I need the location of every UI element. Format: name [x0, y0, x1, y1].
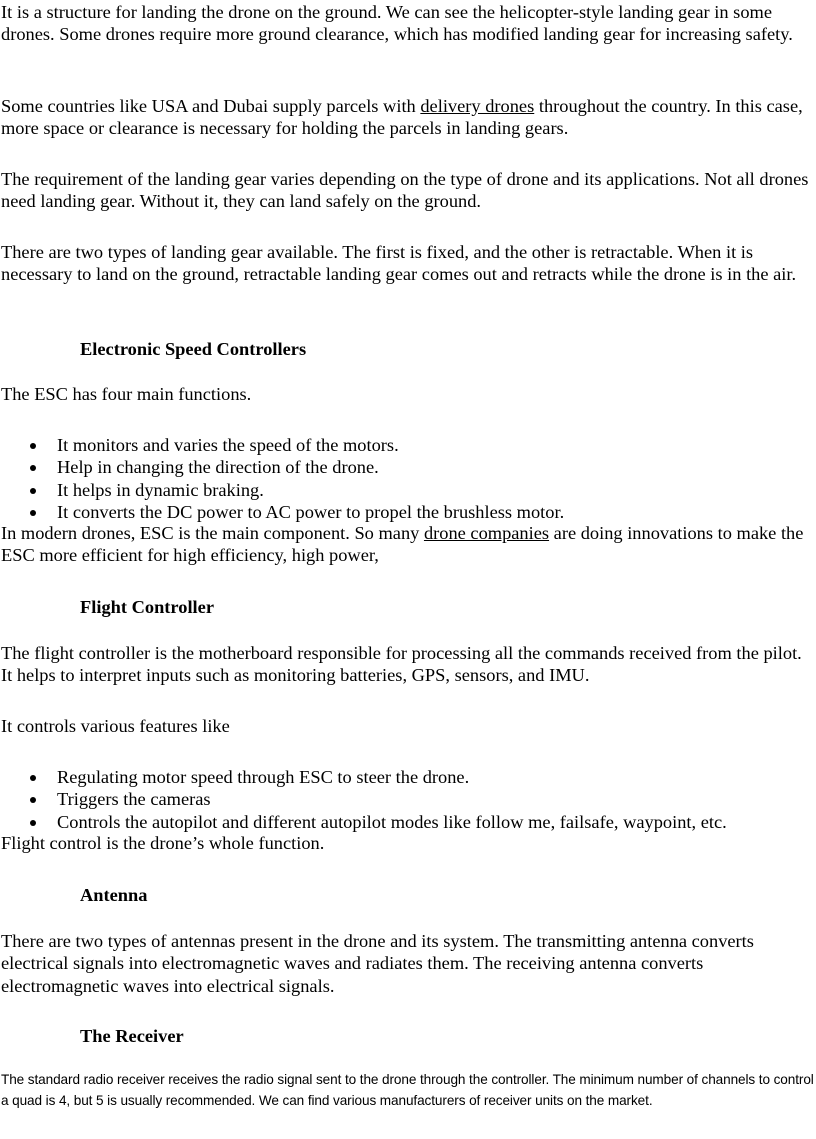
flight-controller-paragraph: The flight controller is the motherboard responsible for processing all the commands received from the pilot. It helps to interpret inputs such as monitoring batteries, GPS, sensors, and IMU. [1, 643, 802, 686]
landing-gear-paragraph-1: It is a structure for landing the drone on the ground. We can see the helicopter-style landing gear in some drones. Some drones require more ground clearance, which has modified landing gear for increasing safety. [1, 2, 793, 45]
receiver-paragraph: The standard radio receiver receives the radio signal sent to the drone through the controller. The minimum number of channels to control a quad is 4, but 5 is usually recommended. We can find various manufacturers of receiver units on the market. [1, 1072, 814, 1108]
flight-control-outro: Flight control is the drone’s whole function. [1, 833, 325, 853]
bullet-icon [30, 797, 36, 803]
landing-gear-paragraph-3: The requirement of the landing gear varies depending on the type of drone and its applications. Not all drones need landing gear. Without it, they can land safely on the ground. [1, 169, 809, 212]
drone-companies-link[interactable]: drone companies [423, 523, 550, 543]
receiver-heading: The Receiver [80, 1026, 184, 1046]
landing-gear-paragraph-2 [1, 95, 813, 140]
bullet-icon [30, 820, 36, 826]
list-item: It converts the DC power to AC power to propel the brushless motor. [0, 501, 564, 523]
esc-outro [1, 522, 813, 567]
bullet-icon [30, 510, 36, 516]
bullet-icon [30, 488, 36, 494]
paragraph-text: Some countries like USA and Dubai supply parcels with [1, 96, 421, 116]
flight-controller-features-intro: It controls various features like [1, 716, 230, 736]
list-item: Controls the autopilot and different autopilot modes like follow me, failsafe, waypoint, etc. [0, 811, 727, 833]
flight-controller-heading: Flight Controller [80, 597, 214, 617]
landing-gear-paragraph-4: There are two types of landing gear available. The first is fixed, and the other is retractable. When it is necessary to land on the ground, retractable landing gear comes out and retracts while the drone is in the air. [1, 242, 797, 285]
bullet-icon [30, 775, 36, 781]
delivery-drones-link[interactable]: delivery drones [420, 96, 535, 116]
paragraph-text: In modern drones, ESC is the main component. So many [1, 523, 424, 543]
esc-heading: Electronic Speed Controllers [80, 339, 307, 359]
flight-controller-feature-list [0, 766, 727, 833]
list-item: It monitors and varies the speed of the motors. [0, 434, 564, 456]
list-item: It helps in dynamic braking. [0, 479, 564, 501]
list-item: Help in changing the direction of the drone. [0, 456, 564, 478]
list-item: Regulating motor speed through ESC to steer the drone. [0, 766, 727, 788]
antenna-paragraph: There are two types of antennas present in the drone and its system. The transmitting antenna converts electrical signals into electromagnetic waves and radiates them. The receiving antenna converts electromagnetic waves into electrical signals. [1, 931, 754, 996]
paragraph-text: are doing innovations to make the ESC more efficient for high efficiency, high power, [1, 523, 804, 566]
esc-intro: The ESC has four main functions. [1, 384, 252, 404]
paragraph-text: throughout the country. In this case, more space or clearance is necessary for holding the parcels in landing gears. [1, 96, 803, 139]
bullet-icon [30, 465, 36, 471]
list-item: Triggers the cameras [0, 788, 727, 810]
bullet-icon [30, 443, 36, 449]
antenna-heading: Antenna [80, 885, 148, 905]
esc-function-list [0, 434, 564, 523]
